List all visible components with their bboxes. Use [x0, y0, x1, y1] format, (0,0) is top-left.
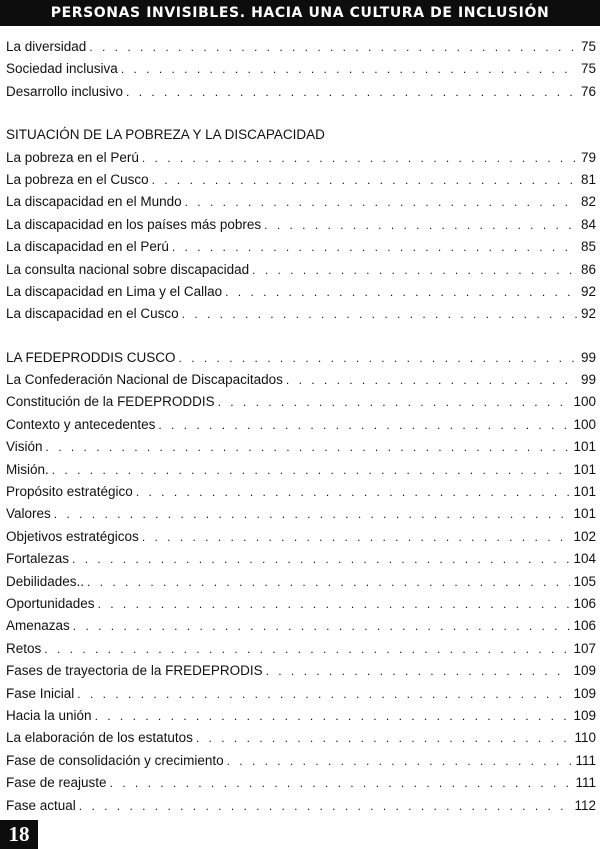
toc-entry	[6, 169, 596, 191]
toc-entry-page: 79	[580, 149, 596, 165]
toc-entry-title: La discapacidad en el Mundo	[6, 194, 182, 210]
toc-entry	[6, 750, 596, 772]
toc-entry	[6, 481, 596, 503]
toc-entry	[6, 191, 596, 213]
toc-entry-title: Retos	[6, 640, 42, 656]
toc-entry	[6, 303, 596, 325]
dot-leader	[44, 638, 570, 660]
toc-entry-title: Fase Inicial	[6, 685, 75, 701]
toc-entry-title: La discapacidad en Lima y el Callao	[6, 283, 223, 299]
toc-entry-page: 109	[573, 707, 596, 723]
toc-entry-page: 99	[580, 349, 596, 365]
dot-leader	[46, 436, 571, 458]
toc-entry	[6, 772, 596, 794]
toc-entry-page: 75	[580, 61, 596, 77]
dot-leader	[179, 347, 578, 369]
toc-entry	[6, 526, 596, 548]
dot-leader	[172, 236, 578, 258]
toc-entry-page: 92	[580, 283, 596, 299]
toc-entry-page: 101	[573, 439, 596, 455]
toc-entry	[6, 81, 596, 103]
dot-leader	[225, 281, 578, 303]
toc-group-poverty-disability	[6, 147, 596, 326]
dot-leader	[121, 58, 578, 80]
dot-leader	[152, 169, 578, 191]
toc-entry	[6, 571, 596, 593]
toc-entry-page: 105	[573, 573, 596, 589]
dot-leader	[142, 147, 578, 169]
dot-leader	[73, 615, 571, 637]
dot-leader	[264, 214, 578, 236]
toc-entry-title: Desarrollo inclusivo	[6, 83, 124, 99]
toc-entry	[6, 369, 596, 391]
toc-group-intro	[6, 36, 596, 103]
toc-entry	[6, 660, 596, 682]
toc-entry-title: LA FEDEPRODDIS CUSCO	[6, 349, 176, 365]
toc-entry-title: Sociedad inclusiva	[6, 61, 118, 77]
section-heading: SITUACIÓN DE LA POBREZA Y LA DISCAPACIDAD	[6, 127, 325, 143]
section-gap	[6, 326, 596, 347]
toc-entry	[6, 58, 596, 80]
toc-entry-page: 100	[573, 416, 596, 432]
toc-entry-title: Contexto y antecedentes	[6, 416, 156, 432]
dot-leader	[158, 414, 570, 436]
toc-entry-title: Constitución de la FEDEPRODDIS	[6, 394, 215, 410]
toc-entry	[6, 259, 596, 281]
toc-entry	[6, 683, 596, 705]
toc-entry-page: 101	[573, 506, 596, 522]
toc-entry-title: Objetivos estratégicos	[6, 528, 139, 544]
toc-entry	[6, 795, 596, 817]
toc-entry-page: 102	[573, 528, 596, 544]
toc-entry-page: 76	[580, 83, 596, 99]
dot-leader	[77, 683, 570, 705]
dot-leader	[196, 727, 572, 749]
dot-leader	[227, 750, 573, 772]
toc-entry-title: Oportunidades	[6, 595, 95, 611]
table-of-contents	[6, 36, 596, 817]
toc-entry-page: 100	[573, 394, 596, 410]
toc-entry-title: La discapacidad en los países más pobres	[6, 216, 262, 232]
toc-entry-page: 107	[573, 640, 596, 656]
toc-entry-page: 99	[580, 372, 596, 388]
dot-leader	[252, 259, 578, 281]
toc-entry-title: Propósito estratégico	[6, 484, 133, 500]
toc-entry-page: 109	[573, 685, 596, 701]
toc-entry-page: 81	[580, 171, 596, 187]
dot-leader	[87, 571, 570, 593]
dot-leader	[79, 795, 572, 817]
dot-leader	[136, 481, 571, 503]
toc-entry-page: 75	[580, 39, 596, 54]
page-number-badge	[0, 820, 38, 849]
toc-entry-title: La elaboración de los estatutos	[6, 730, 193, 746]
dot-leader	[286, 369, 578, 391]
toc-entry-title: La pobreza en el Cusco	[6, 171, 149, 187]
toc-entry-title: La diversidad	[6, 39, 87, 54]
toc-entry-title: Debilidades..	[6, 573, 85, 589]
toc-entry-page: 82	[580, 194, 596, 210]
dot-leader	[54, 503, 571, 525]
toc-entry-page: 111	[575, 775, 596, 791]
book-title: PERSONAS INVISIBLES. HACIA UNA CULTURA DE INCLUSIÓN	[50, 5, 550, 21]
toc-entry	[6, 414, 596, 436]
toc-entry-title: Misión.	[6, 461, 49, 477]
toc-entry-title: La pobreza en el Perú	[6, 149, 139, 165]
toc-entry-title: Hacia la unión	[6, 707, 92, 723]
toc-entry-page: 111	[575, 752, 596, 768]
toc-entry-page: 104	[573, 551, 596, 567]
dot-leader	[98, 593, 571, 615]
toc-entry	[6, 36, 596, 58]
toc-entry	[6, 281, 596, 303]
running-header	[0, 0, 600, 26]
dot-leader	[142, 526, 571, 548]
toc-entry-page: 106	[573, 595, 596, 611]
dot-leader	[266, 660, 571, 682]
dot-leader	[72, 548, 570, 570]
toc-entry-title: La Confederación Nacional de Discapacitados	[6, 372, 283, 388]
toc-entry-page: 110	[574, 730, 596, 746]
toc-entry	[6, 147, 596, 169]
toc-entry-title: Fase de consolidación y crecimiento	[6, 752, 224, 768]
toc-entry-title: La discapacidad en el Cusco	[6, 306, 179, 322]
toc-entry	[6, 727, 596, 749]
toc-entry-page: 112	[574, 797, 596, 813]
toc-entry-page: 101	[573, 461, 596, 477]
page-number: 18	[8, 822, 30, 846]
toc-entry-title: Valores	[6, 506, 51, 522]
toc-entry	[6, 593, 596, 615]
toc-entry	[6, 705, 596, 727]
toc-entry-title: Fortalezas	[6, 551, 70, 567]
toc-entry	[6, 436, 596, 458]
dot-leader	[110, 772, 573, 794]
toc-entry-title: Fase de reajuste	[6, 775, 107, 791]
dot-leader	[182, 303, 578, 325]
toc-entry-page: 106	[573, 618, 596, 634]
dot-leader	[185, 191, 578, 213]
toc-entry-title: La discapacidad en el Perú	[6, 239, 169, 255]
toc-entry	[6, 503, 596, 525]
toc-entry	[6, 391, 596, 413]
toc-entry-title: Fases de trayectoria de la FREDEPRODIS	[6, 663, 263, 679]
toc-entry	[6, 347, 596, 369]
toc-entry-page: 92	[580, 306, 596, 322]
dot-leader	[218, 391, 571, 413]
toc-entry	[6, 214, 596, 236]
dot-leader	[89, 36, 578, 58]
toc-entry	[6, 638, 596, 660]
dot-leader	[52, 459, 571, 481]
toc-entry	[6, 236, 596, 258]
toc-entry-title: Fase actual	[6, 797, 76, 813]
toc-entry	[6, 548, 596, 570]
toc-entry-page: 84	[580, 216, 596, 232]
dot-leader	[95, 705, 571, 727]
toc-entry-page: 101	[573, 484, 596, 500]
toc-group-fedeproddis	[6, 347, 596, 817]
toc-entry-page: 109	[573, 663, 596, 679]
toc-entry	[6, 615, 596, 637]
toc-entry-page: 86	[580, 261, 596, 277]
dot-leader	[126, 81, 578, 103]
toc-entry-title: Visión	[6, 439, 43, 455]
toc-entry-title: La consulta nacional sobre discapacidad	[6, 261, 250, 277]
toc-entry-title: Amenazas	[6, 618, 70, 634]
toc-entry-page: 85	[580, 239, 596, 255]
toc-entry	[6, 459, 596, 481]
